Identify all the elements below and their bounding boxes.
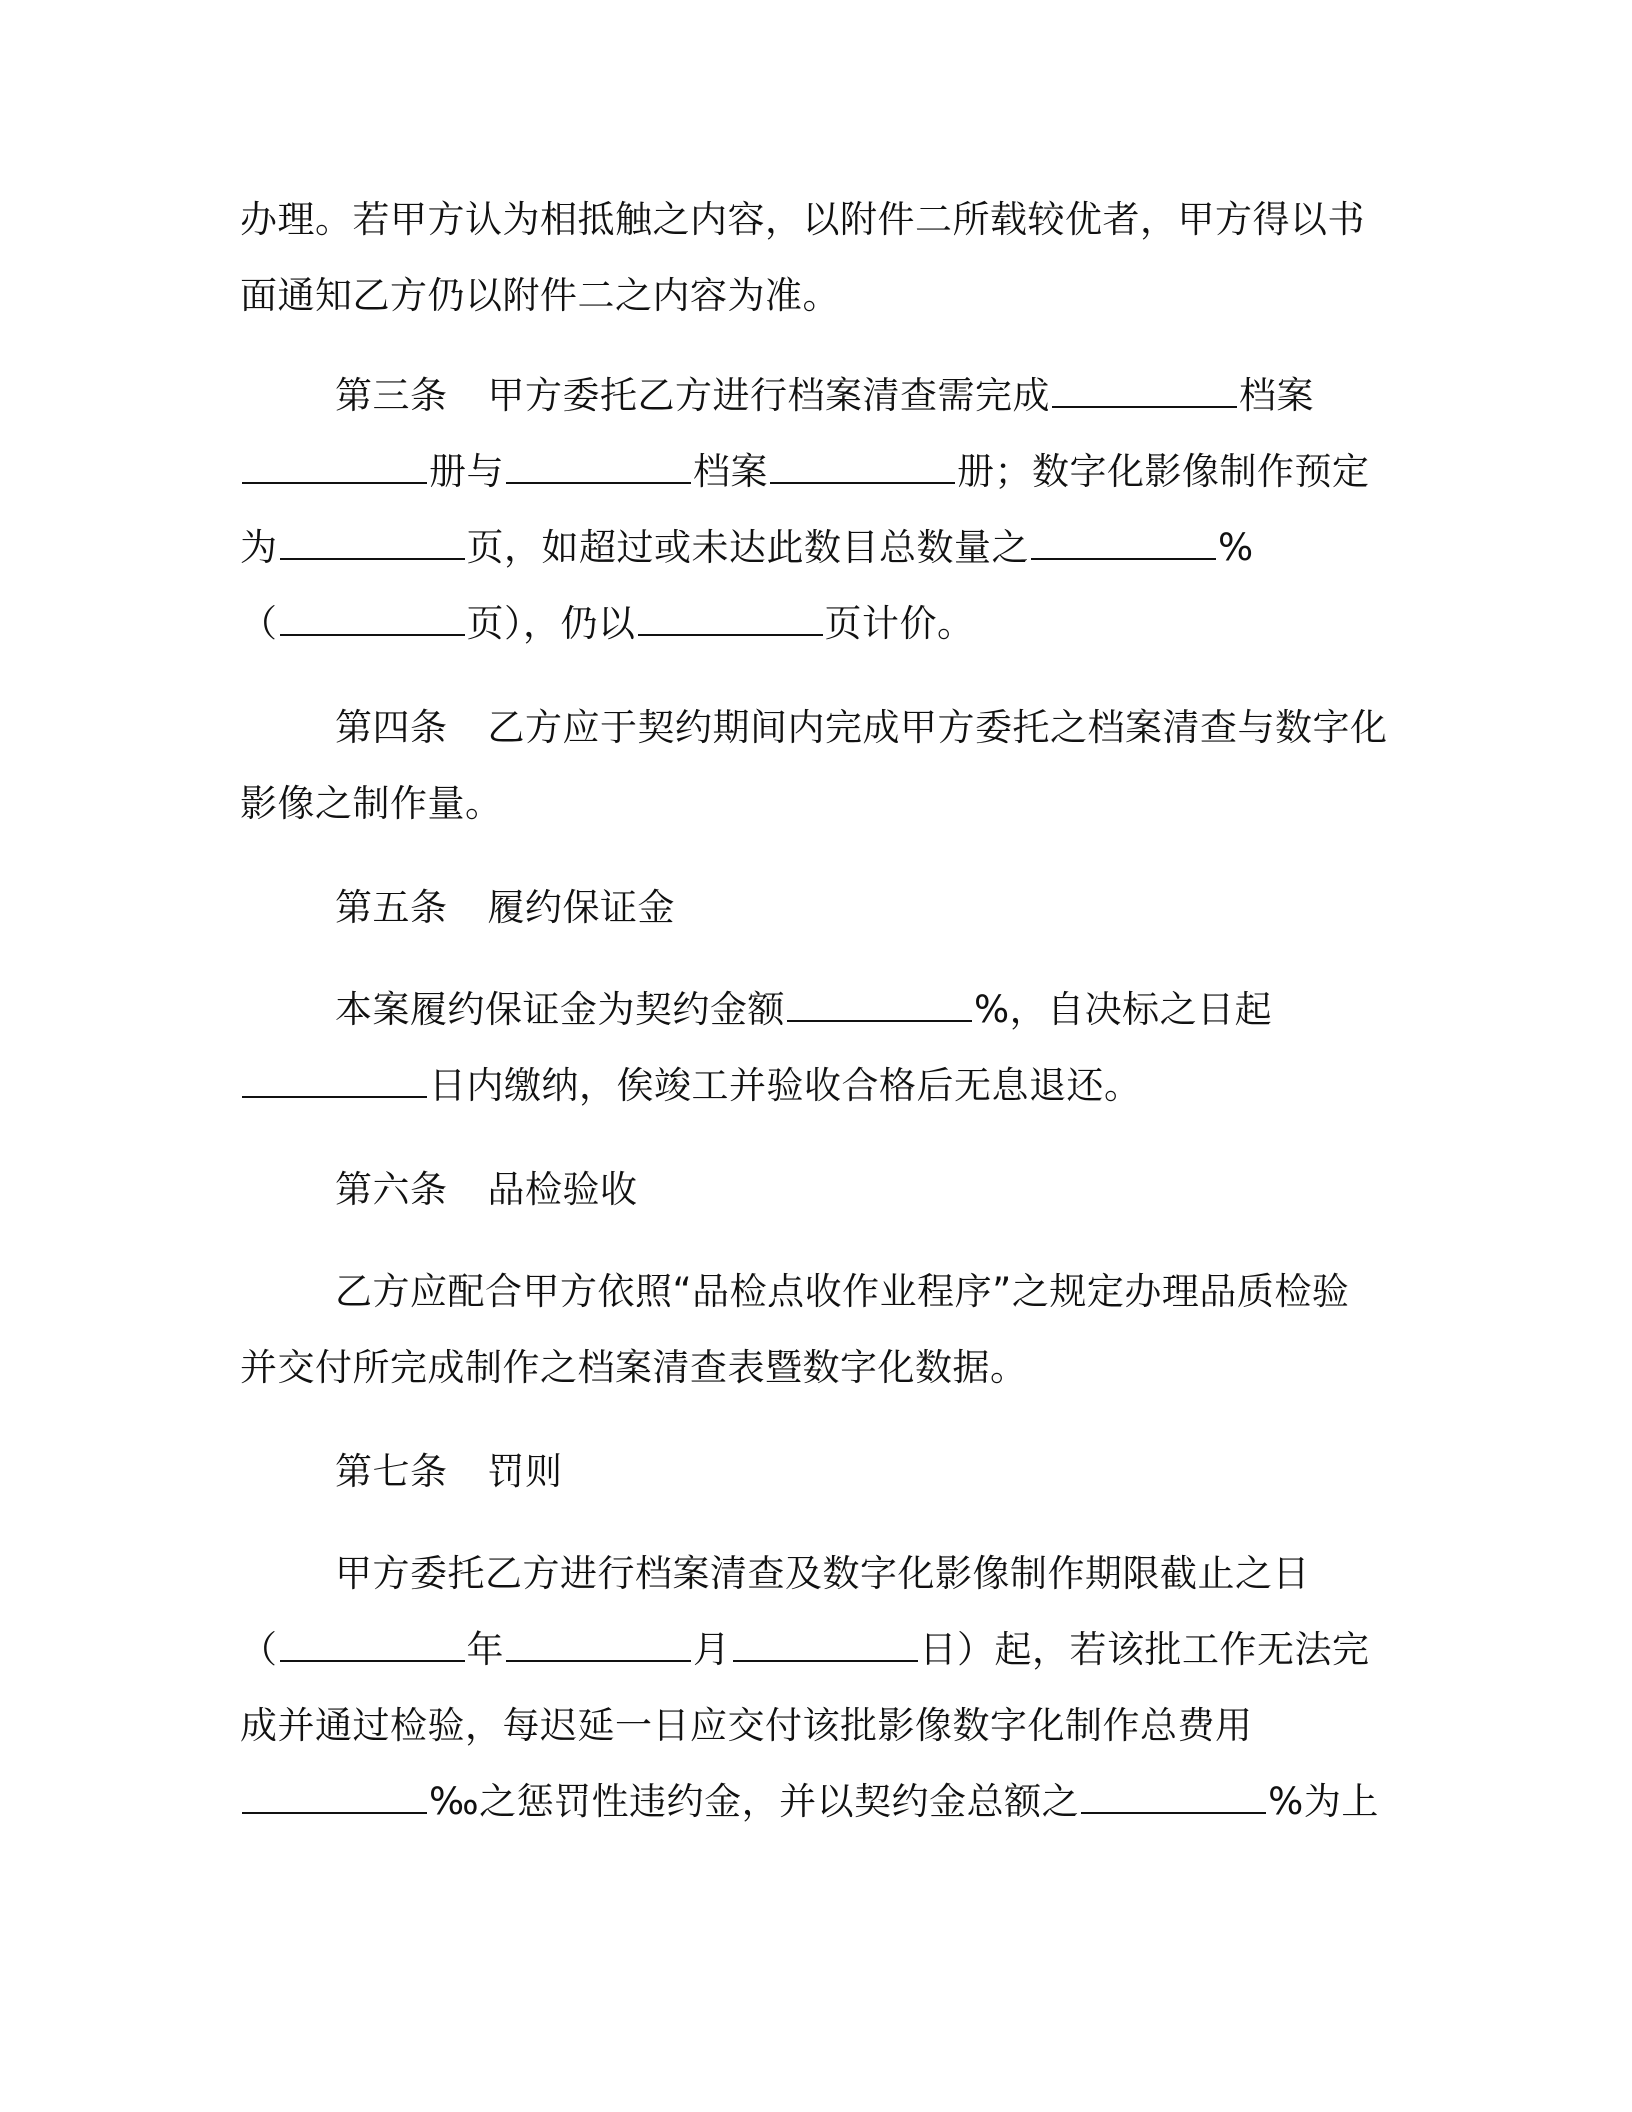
fill-blank[interactable] [1052, 376, 1237, 408]
article-7-para-line-1 [335, 1550, 1310, 1598]
fill-blank[interactable] [506, 1630, 691, 1662]
text-line [240, 196, 1365, 244]
article-5-label: 第五条 [335, 886, 448, 929]
article-5-heading [335, 884, 675, 932]
paragraph-text: %，自决标之日起 [974, 988, 1273, 1031]
fill-blank[interactable] [787, 990, 972, 1022]
fill-blank[interactable] [1081, 1782, 1266, 1814]
paragraph-text: 页），仍以 [466, 602, 636, 645]
paragraph-text: 页，如超过或未达此数目总数量之 [466, 526, 1029, 569]
fill-blank[interactable] [1031, 528, 1216, 560]
article-3-line-1 [335, 372, 1314, 420]
fill-blank[interactable] [242, 452, 427, 484]
article-3-line-3 [240, 524, 1254, 572]
article-7-para-line-3 [240, 1702, 1253, 1750]
paragraph-text: 档案 [693, 450, 768, 493]
article-4-label: 第四条 [335, 706, 448, 749]
paragraph-text: % [1218, 526, 1254, 569]
paragraph-text: 月 [693, 1628, 731, 1671]
paragraph-text: （ [240, 602, 278, 645]
fill-blank[interactable] [638, 604, 823, 636]
paragraph-text: 册与 [429, 450, 504, 493]
article-6-para-line-1 [335, 1268, 1349, 1316]
paragraph-text: 页计价。 [824, 602, 975, 645]
paragraph-text: 甲方委托乙方进行档案清查及数字化影像制作期限截止之日 [335, 1552, 1310, 1595]
fill-blank[interactable] [242, 1782, 427, 1814]
article-3-line-2 [240, 448, 1370, 496]
fill-blank[interactable] [280, 528, 465, 560]
article-6-title: 品检验收 [487, 1168, 638, 1211]
paragraph-text: （ [240, 1628, 278, 1671]
paragraph-text: 年 [466, 1628, 504, 1671]
article-6-para-line-2 [240, 1344, 1028, 1392]
article-7-label: 第七条 [335, 1450, 448, 1493]
fill-blank[interactable] [733, 1630, 918, 1662]
article-6-heading [335, 1166, 638, 1214]
article-7-title: 罚则 [487, 1450, 563, 1493]
paragraph-text: ‰之惩罚性违约金，并以契约金总额之 [429, 1780, 1080, 1823]
fill-blank[interactable] [770, 452, 955, 484]
article-4-line-2 [240, 780, 503, 828]
article-5-title: 履约保证金 [487, 886, 675, 929]
article-7-para-line-4 [240, 1778, 1379, 1826]
paragraph-text: 面通知乙方仍以附件二之内容为准。 [240, 274, 840, 317]
fill-blank[interactable] [506, 452, 691, 484]
fill-blank[interactable] [242, 1066, 427, 1098]
paragraph-text: 乙方应配合甲方依照“品检点收作业程序”之规定办理品质检验 [335, 1270, 1350, 1313]
paragraph-text: 影像之制作量。 [240, 782, 503, 825]
article-5-para-line-2 [240, 1062, 1142, 1110]
article-7-heading [335, 1448, 563, 1496]
article-6-label: 第六条 [335, 1168, 448, 1211]
article-4-line-1 [335, 704, 1388, 752]
paragraph-text: 并交付所完成制作之档案清查表暨数字化数据。 [240, 1346, 1028, 1389]
fill-blank[interactable] [280, 604, 465, 636]
text-line [240, 272, 840, 320]
paragraph-text: 册；数字化影像制作预定 [957, 450, 1370, 493]
paragraph-text: 乙方应于契约期间内完成甲方委托之档案清查与数字化 [487, 706, 1388, 749]
paragraph-text: 日内缴纳，俟竣工并验收合格后无息退还。 [429, 1064, 1142, 1107]
paragraph-text: 办理。若甲方认为相抵触之内容，以附件二所载较优者，甲方得以书 [240, 198, 1365, 241]
article-3-line-4 [240, 600, 975, 648]
fill-blank[interactable] [280, 1630, 465, 1662]
paragraph-text: 甲方委托乙方进行档案清查需完成 [487, 374, 1050, 417]
paragraph-text: 日）起，若该批工作无法完 [919, 1628, 1370, 1671]
paragraph-text: 为 [240, 526, 278, 569]
article-7-para-line-2 [240, 1626, 1370, 1674]
paragraph-text: 本案履约保证金为契约金额 [335, 988, 785, 1031]
paragraph-text: 成并通过检验，每迟延一日应交付该批影像数字化制作总费用 [240, 1704, 1253, 1747]
article-5-para-line-1 [335, 986, 1272, 1034]
article-3-label: 第三条 [335, 374, 448, 417]
paragraph-text: 档案 [1239, 374, 1314, 417]
paragraph-text: %为上 [1268, 1780, 1379, 1823]
